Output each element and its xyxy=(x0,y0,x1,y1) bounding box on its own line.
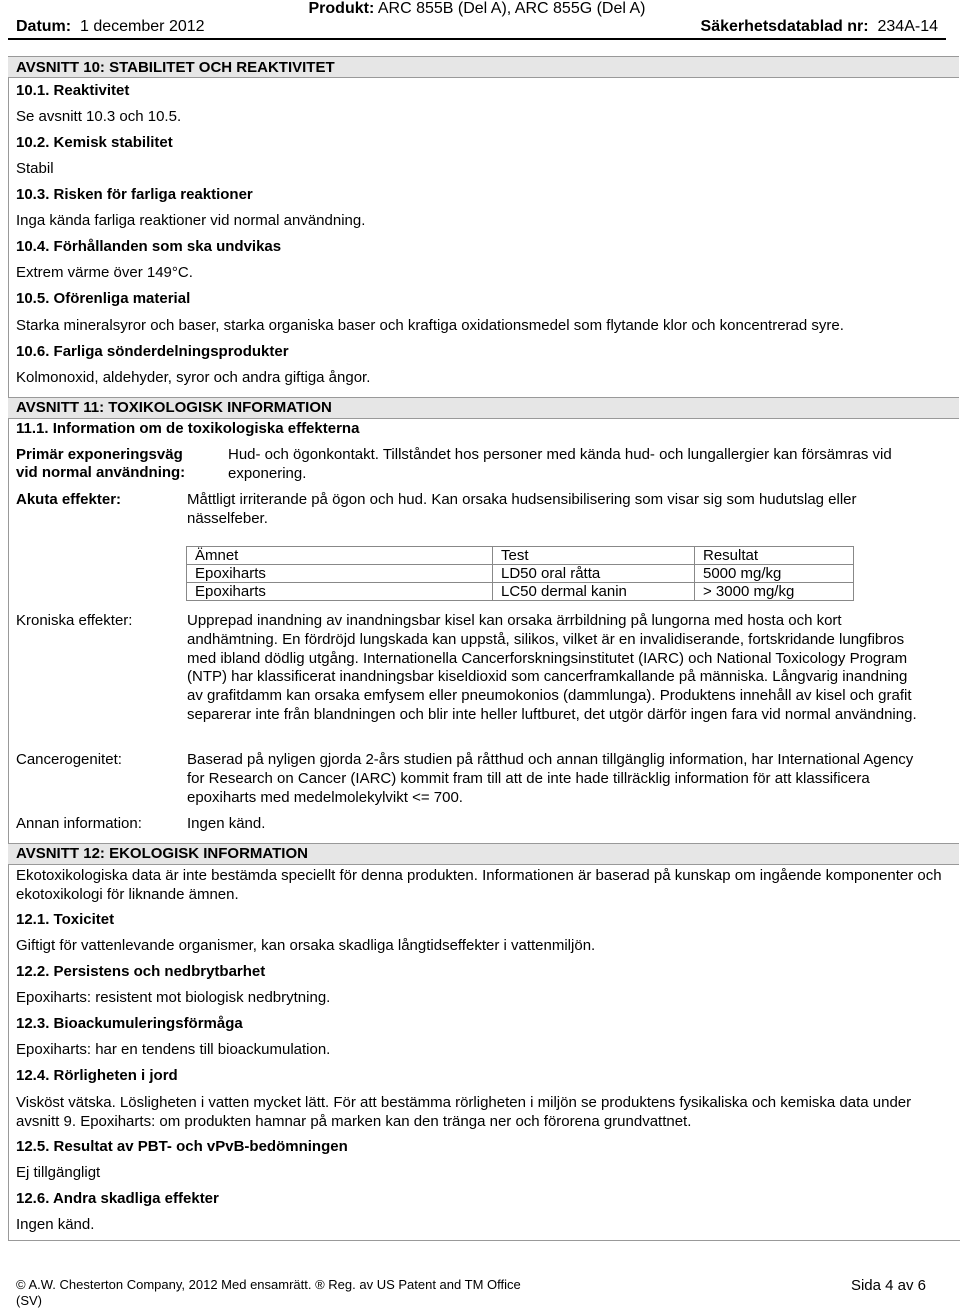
footer xyxy=(16,1277,521,1309)
heading-10-2: 10.2. Kemisk stabilitet xyxy=(16,134,173,151)
sds-number: 234A-14 xyxy=(877,18,938,35)
heading-10-3: 10.3. Risken för farliga reaktioner xyxy=(16,186,253,203)
page-number: Sida 4 av 6 xyxy=(850,1277,926,1294)
other-info-value: Ingen känd. xyxy=(187,815,266,832)
heading-12-5: 12.5. Resultat av PBT- och vPvB-bedömningen xyxy=(16,1138,348,1155)
table-cell: 5000 mg/kg xyxy=(695,565,854,583)
date-value: 1 december 2012 xyxy=(80,18,205,35)
date-label: Datum: xyxy=(16,18,72,35)
text-12-5: Ej tillgängligt xyxy=(16,1164,101,1181)
text-12-2: Epoxiharts: resistent mot biologisk nedbrytning. xyxy=(16,989,331,1006)
section-12-intro: Ekotoxikologiska data är inte bestämda speciellt för denna produkten. Informationen är baserad på kunskap om ingående komponenter och ekotoxikologi för liknande ämnen. xyxy=(16,867,942,903)
acute-label: Akuta effekter: xyxy=(16,491,122,508)
table-header-cell: Resultat xyxy=(695,547,854,565)
table-cell: > 3000 mg/kg xyxy=(695,583,854,601)
copyright-text: © A.W. Chesterton Company, 2012 Med ensamrätt. ® Reg. av US Patent and TM Office xyxy=(16,1277,521,1292)
heading-12-2: 12.2. Persistens och nedbrytbarhet xyxy=(16,963,266,980)
chronic-value: Upprepad inandning av inandningsbar kisel kan orsaka ärrbildning på lungorna med hosta och kort andhämtning. En fördröjd lungskada kan uppstå, silikos, vilket är en invalidiserande, fortskridande lungfibros med ibland dödlig utgång. Internationella Cancerforskningsinstitutet (IARC) och National Toxicology Program (NTP) har klassificerat inandningsbar kiseldioxid som cancerframkallande på människa. Långvarig inandning av grafitdamm kan orsaka emfysem eller pneumokonios (dammlunga). Produktens innehåll av kisel och grafit separerar inte från blandningen och blir inte heller luftburet, det utgör därför ingen fara vid normal användning. xyxy=(187,612,917,723)
acute-value: Måttligt irriterande på ögon och hud. Kan orsaka hudsensibilisering som visar sig som hudutslag eller nässelfeber. xyxy=(187,491,857,527)
heading-12-6: 12.6. Andra skadliga effekter xyxy=(16,1190,219,1207)
date-line xyxy=(16,18,205,36)
heading-12-1: 12.1. Toxicitet xyxy=(16,911,115,928)
text-12-4: Visköst vätska. Lösligheten i vatten mycket lätt. För att bestämma rörligheten i miljön se produktens fysikaliska och kemiska data under avsnitt 9. Epoxiharts: om produkten hamnar på marken kan den tränga ner och förorena grundvattnet. xyxy=(16,1094,912,1130)
product-line xyxy=(8,0,946,18)
table-header-row xyxy=(187,547,854,565)
table-cell: Epoxiharts xyxy=(187,565,493,583)
heading-12-4: 12.4. Rörligheten i jord xyxy=(16,1067,178,1084)
carcinogenicity-label: Cancerogenitet: xyxy=(16,751,122,768)
heading-11-1: 11.1. Information om de toxikologiska effekterna xyxy=(16,420,360,437)
section-12-title: AVSNITT 12: EKOLOGISK INFORMATION xyxy=(16,845,308,862)
section-10-title: AVSNITT 10: STABILITET OCH REAKTIVITET xyxy=(16,59,335,76)
heading-10-1: 10.1. Reaktivitet xyxy=(16,82,130,99)
table-row xyxy=(187,565,854,583)
page-header xyxy=(8,0,946,40)
text-10-2: Stabil xyxy=(16,160,54,177)
sds-label: Säkerhetsdatablad nr: xyxy=(700,18,869,35)
exposure-value: Hud- och ögonkontakt. Tillståndet hos personer med kända hud- och lungallergier kan försämras vid exponering. xyxy=(228,446,892,482)
table-header-cell: Test xyxy=(493,547,695,565)
product-label: Produkt: xyxy=(308,0,375,17)
carcinogenicity-value: Baserad på nyligen gjorda 2-års studien på råtthud och annan tillgänglig information, har International Agency for Research on Cancer (IARC) kommit fram till att de inte hade tillräcklig information för att klassificera epoxiharts med medelmolekylvikt <= 700. xyxy=(187,751,914,806)
text-10-4: Extrem värme över 149°C. xyxy=(16,264,193,281)
text-10-1: Se avsnitt 10.3 och 10.5. xyxy=(16,108,182,125)
exposure-label-line2: vid normal användning: xyxy=(16,464,186,481)
exposure-label-line1: Primär exponeringsväg xyxy=(16,446,183,463)
text-10-6: Kolmonoxid, aldehyder, syror och andra giftiga ångor. xyxy=(16,369,371,386)
heading-10-5: 10.5. Oförenliga material xyxy=(16,290,191,307)
sds-line xyxy=(701,18,938,36)
language-code: (SV) xyxy=(16,1293,42,1308)
text-10-3: Inga kända farliga reaktioner vid normal användning. xyxy=(16,212,366,229)
product-name: ARC 855B (Del A), ARC 855G (Del A) xyxy=(377,0,646,17)
heading-10-6: 10.6. Farliga sönderdelningsprodukter xyxy=(16,343,289,360)
text-10-5: Starka mineralsyror och baser, starka organiska baser och kraftiga oxidationsmedel som flytande klor och koncentrerad syre. xyxy=(16,317,844,334)
chronic-label: Kroniska effekter: xyxy=(16,612,133,629)
text-12-3: Epoxiharts: har en tendens till bioackumulation. xyxy=(16,1041,331,1058)
toxicity-table xyxy=(186,546,854,601)
table-row xyxy=(187,583,854,601)
table-cell: LD50 oral råtta xyxy=(493,565,695,583)
text-12-6: Ingen känd. xyxy=(16,1216,95,1233)
heading-12-3: 12.3. Bioackumuleringsförmåga xyxy=(16,1015,243,1032)
table-header-cell: Ämnet xyxy=(187,547,493,565)
table-cell: Epoxiharts xyxy=(187,583,493,601)
section-11-title: AVSNITT 11: TOXIKOLOGISK INFORMATION xyxy=(16,399,332,416)
other-info-label: Annan information: xyxy=(16,815,142,832)
table-cell: LC50 dermal kanin xyxy=(493,583,695,601)
text-12-1: Giftigt för vattenlevande organismer, kan orsaka skadliga långtidseffekter i vattenmiljön. xyxy=(16,937,596,954)
heading-10-4: 10.4. Förhållanden som ska undvikas xyxy=(16,238,282,255)
